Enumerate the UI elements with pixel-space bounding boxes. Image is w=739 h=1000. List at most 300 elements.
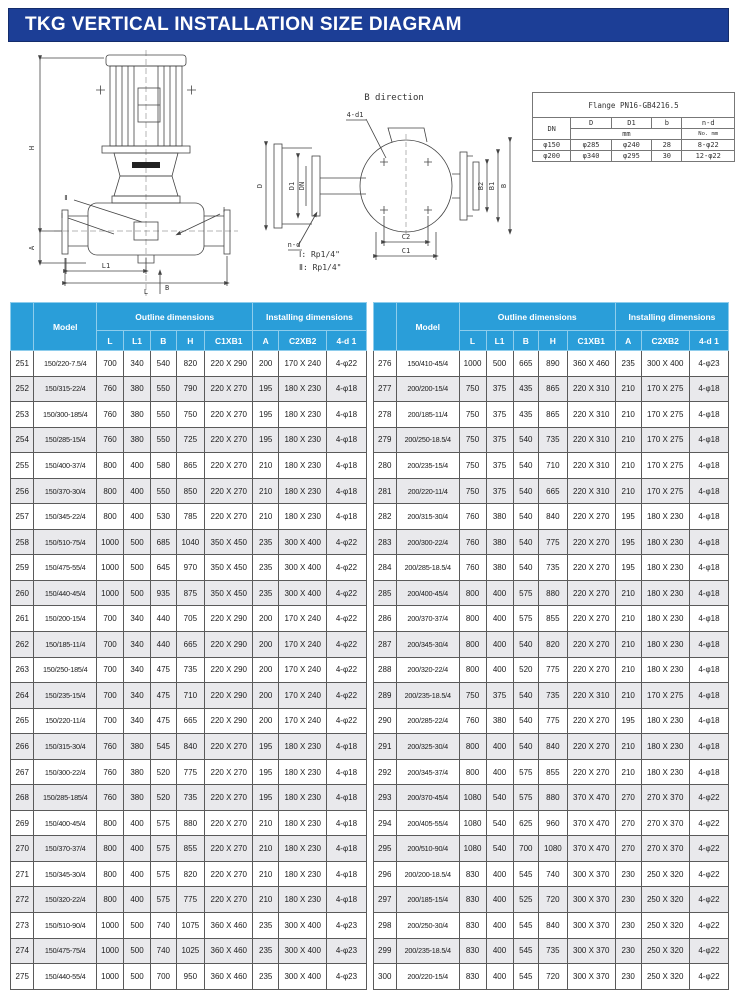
table-row [373, 504, 729, 530]
table-cell: 290 [373, 708, 396, 734]
table-cell: 300 X 400 [279, 580, 327, 606]
table-cell: 350 X 450 [205, 555, 253, 581]
table-cell: 279 [373, 427, 396, 453]
table-cell: 195 [253, 759, 279, 785]
table-cell: 250 X 320 [641, 887, 689, 913]
table-cell: 545 [513, 964, 539, 990]
dim-label-b2: B2 [477, 181, 485, 191]
table-cell: 400 [124, 478, 151, 504]
table-row [373, 785, 729, 811]
note-port-i: Ⅰ: Rp1/4" [299, 250, 340, 259]
table-cell: 800 [97, 836, 124, 862]
table-cell: 220 X 270 [567, 606, 615, 632]
table-cell: 350 X 450 [205, 529, 253, 555]
table-cell: 500 [124, 580, 151, 606]
table-cell: 700 [97, 632, 124, 658]
table-cell: 195 [615, 708, 641, 734]
table-cell: 775 [176, 759, 204, 785]
table-row [11, 351, 367, 377]
table-cell: 710 [176, 683, 204, 709]
table-cell: 575 [151, 810, 177, 836]
table-cell: 263 [11, 657, 34, 683]
table-row [373, 913, 729, 939]
header-outline-dimensions: Outline dimensions [459, 303, 615, 331]
table-cell: 250 X 320 [641, 964, 689, 990]
table-cell: 195 [253, 427, 279, 453]
table-cell: 4-φ18 [689, 632, 728, 658]
table-cell: 150/300-22/4 [34, 759, 97, 785]
table-cell: 500 [124, 938, 151, 964]
table-cell: 1000 [97, 913, 124, 939]
table-cell: 220 X 270 [205, 427, 253, 453]
table-cell: 880 [539, 785, 567, 811]
table-cell: 220 X 270 [205, 734, 253, 760]
table-cell: 4-φ18 [327, 427, 366, 453]
table-cell: 210 [615, 580, 641, 606]
table-cell: 475 [151, 657, 177, 683]
table-cell: 180 X 230 [641, 632, 689, 658]
table-cell: 1000 [97, 529, 124, 555]
table-cell: 865 [539, 376, 567, 402]
table-cell: 220 X 270 [205, 887, 253, 913]
table-cell: 375 [486, 376, 513, 402]
table-cell: 300 X 400 [279, 938, 327, 964]
table-cell: 800 [459, 632, 486, 658]
table-cell: 220 X 270 [205, 759, 253, 785]
table-cell: 180 X 230 [641, 606, 689, 632]
table-row [373, 427, 729, 453]
table-cell: 735 [539, 938, 567, 964]
table-cell: 775 [539, 529, 567, 555]
table-cell: 720 [539, 964, 567, 990]
table-cell: 380 [486, 529, 513, 555]
table-cell: 300 X 370 [567, 861, 615, 887]
table-row [373, 964, 729, 990]
table-cell: 210 [253, 504, 279, 530]
callout-label-4d1: 4-d1 [346, 111, 364, 119]
table-cell: 258 [11, 529, 34, 555]
table-cell: 540 [513, 555, 539, 581]
table-cell: 150/345-30/4 [34, 861, 97, 887]
table-cell: 700 [97, 351, 124, 377]
note-port-ii: Ⅱ: Rp1/4" [299, 263, 342, 272]
table-cell: 150/510-90/4 [34, 913, 97, 939]
table-cell: 475 [151, 683, 177, 709]
table-cell: 210 [253, 861, 279, 887]
dim-label-h: H [28, 145, 36, 151]
table-cell: 180 X 230 [279, 427, 327, 453]
table-row [373, 861, 729, 887]
header-b: B [513, 331, 539, 351]
table-cell: 210 [615, 657, 641, 683]
table-cell: 865 [539, 402, 567, 428]
table-cell: 725 [176, 427, 204, 453]
left-table-body [11, 351, 367, 990]
table-cell: φ285 [571, 140, 611, 151]
table-cell: 380 [124, 734, 151, 760]
table-cell: 266 [11, 734, 34, 760]
table-cell: 435 [513, 402, 539, 428]
table-cell: 300 X 370 [567, 887, 615, 913]
table-cell: 268 [11, 785, 34, 811]
table-cell: 282 [373, 504, 396, 530]
table-cell: 540 [513, 529, 539, 555]
table-cell: 820 [176, 861, 204, 887]
table-cell: 180 X 230 [279, 376, 327, 402]
table-row [373, 734, 729, 760]
table-row [11, 504, 367, 530]
table-cell: 500 [124, 555, 151, 581]
table-cell: 220 X 270 [205, 453, 253, 479]
table-cell: 820 [176, 351, 204, 377]
table-cell: 210 [615, 402, 641, 428]
table-cell: 210 [253, 887, 279, 913]
table-cell: 150/440-55/4 [34, 964, 97, 990]
table-cell: 259 [11, 555, 34, 581]
table-cell: 150/370-37/4 [34, 836, 97, 862]
table-cell: 200/345-37/4 [396, 759, 459, 785]
table-cell: 200 [253, 351, 279, 377]
table-cell: 540 [151, 351, 177, 377]
header-a: A [253, 331, 279, 351]
table-cell: 4-φ23 [327, 913, 366, 939]
table-cell: 180 X 230 [279, 836, 327, 862]
dim-label-b1: B1 [488, 181, 496, 191]
table-cell: 4-φ18 [327, 887, 366, 913]
table-cell: 400 [486, 861, 513, 887]
table-cell: 1000 [97, 938, 124, 964]
table-cell: 200/370-45/4 [396, 785, 459, 811]
table-cell: 740 [539, 861, 567, 887]
table-cell: 284 [373, 555, 396, 581]
table-cell: 200/320-22/4 [396, 657, 459, 683]
table-cell: φ150 [533, 140, 571, 151]
table-cell: 950 [176, 964, 204, 990]
table-cell: 645 [151, 555, 177, 581]
table-cell: 235 [615, 351, 641, 377]
table-cell: 220 X 310 [567, 427, 615, 453]
table-cell: 380 [124, 427, 151, 453]
table-row [373, 529, 729, 555]
table-cell: 285 [373, 580, 396, 606]
table-cell: 252 [11, 376, 34, 402]
table-cell: 150/250-185/4 [34, 657, 97, 683]
table-cell: 170 X 240 [279, 657, 327, 683]
header-l1: L1 [486, 331, 513, 351]
table-cell: 300 [373, 964, 396, 990]
table-cell: 360 X 460 [205, 938, 253, 964]
table-cell: 400 [486, 887, 513, 913]
table-cell: 575 [513, 580, 539, 606]
table-cell: 220 X 310 [567, 683, 615, 709]
table-cell: 735 [176, 657, 204, 683]
table-row [373, 887, 729, 913]
header-c2xb2: C2XB2 [279, 331, 327, 351]
table-cell: 270 [615, 810, 641, 836]
table-cell: φ200 [533, 151, 571, 162]
table-row [11, 759, 367, 785]
table-cell: 4-φ22 [689, 964, 728, 990]
table-cell: 4-φ22 [327, 580, 366, 606]
table-cell: 750 [459, 376, 486, 402]
table-cell: 150/285-15/4 [34, 427, 97, 453]
table-cell: 4-φ22 [689, 836, 728, 862]
table-cell: 4-φ18 [689, 529, 728, 555]
table-cell: 370 X 470 [567, 785, 615, 811]
table-cell: 4-φ23 [327, 938, 366, 964]
table-row [11, 657, 367, 683]
table-cell: 735 [539, 555, 567, 581]
table-cell: 170 X 240 [279, 606, 327, 632]
table-cell: 150/475-55/4 [34, 555, 97, 581]
dim-label-b-arrow: B [165, 284, 170, 292]
table-cell: 4-φ23 [327, 964, 366, 990]
table-cell: 150/220-7.5/4 [34, 351, 97, 377]
table-cell: 294 [373, 810, 396, 836]
table-cell: 760 [459, 504, 486, 530]
table-cell: 625 [513, 810, 539, 836]
table-cell: 300 X 400 [279, 555, 327, 581]
table-cell: 150/185-11/4 [34, 632, 97, 658]
dim-label-l: L [143, 288, 149, 296]
table-cell: 150/285-185/4 [34, 785, 97, 811]
table-cell: 865 [176, 453, 204, 479]
table-cell: 235 [253, 964, 279, 990]
table-cell: 575 [151, 836, 177, 862]
table-cell: 525 [513, 887, 539, 913]
table-cell: 4-φ22 [689, 938, 728, 964]
table-cell: 4-φ22 [327, 555, 366, 581]
table-cell: 4-φ18 [327, 861, 366, 887]
table-cell: 750 [176, 402, 204, 428]
callout-label-i-left: Ⅰ [60, 212, 64, 220]
table-cell: 4-φ18 [689, 427, 728, 453]
table-cell: 760 [459, 529, 486, 555]
table-row [373, 580, 729, 606]
table-cell: 800 [97, 861, 124, 887]
table-row [373, 683, 729, 709]
table-cell: 800 [97, 504, 124, 530]
table-row [11, 836, 367, 862]
table-cell: 1080 [539, 836, 567, 862]
flange-table-title: Flange PN16-GB4216.5 [533, 93, 735, 118]
table-row [11, 861, 367, 887]
table-cell: 500 [486, 351, 513, 377]
table-cell: 800 [459, 580, 486, 606]
header-installing-dimensions: Installing dimensions [253, 303, 366, 331]
table-cell: 150/475-75/4 [34, 938, 97, 964]
table-row [11, 964, 367, 990]
table-row [373, 453, 729, 479]
table-cell: 4-φ18 [327, 478, 366, 504]
table-cell: 4-φ18 [689, 478, 728, 504]
table-cell: 4-φ18 [689, 683, 728, 709]
table-row [11, 376, 367, 402]
table-cell: 4-φ22 [327, 657, 366, 683]
table-cell: 380 [124, 759, 151, 785]
table-cell: 180 X 230 [641, 657, 689, 683]
table-cell: 150/400-37/4 [34, 453, 97, 479]
table-cell: 800 [459, 606, 486, 632]
table-cell: 200/185-11/4 [396, 402, 459, 428]
table-cell: 220 X 270 [567, 529, 615, 555]
table-row [373, 351, 729, 377]
table-cell: 298 [373, 913, 396, 939]
table-cell: 200 [253, 683, 279, 709]
table-cell: 220 X 310 [567, 376, 615, 402]
table-cell: 180 X 230 [641, 759, 689, 785]
table-cell: 276 [373, 351, 396, 377]
table-cell: 750 [459, 427, 486, 453]
table-cell: 220 X 270 [205, 836, 253, 862]
dim-label-b: B [500, 183, 508, 189]
table-cell: 360 X 460 [567, 351, 615, 377]
table-cell: 200/300-22/4 [396, 529, 459, 555]
dimension-tables [10, 302, 729, 990]
table-cell: 230 [615, 964, 641, 990]
table-cell: 265 [11, 708, 34, 734]
table-cell: 4-φ18 [327, 759, 366, 785]
table-cell: 253 [11, 402, 34, 428]
table-cell: 255 [11, 453, 34, 479]
dim-label-dn: DN [298, 181, 306, 191]
table-cell: 4-φ22 [327, 683, 366, 709]
table-row [11, 606, 367, 632]
table-cell: 545 [151, 734, 177, 760]
table-cell: 475 [151, 708, 177, 734]
table-cell: 880 [539, 580, 567, 606]
table-cell: 150/200-15/4 [34, 606, 97, 632]
table-cell: 271 [11, 861, 34, 887]
table-row [11, 580, 367, 606]
table-cell: 235 [253, 913, 279, 939]
table-cell: 880 [176, 810, 204, 836]
table-cell: 500 [124, 964, 151, 990]
table-cell: 740 [151, 938, 177, 964]
table-cell: 4-φ22 [327, 606, 366, 632]
table-cell: 400 [486, 580, 513, 606]
table-cell: 300 X 370 [567, 913, 615, 939]
header-l: L [459, 331, 486, 351]
table-cell: 180 X 230 [279, 478, 327, 504]
table-row [11, 734, 367, 760]
table-cell: 220 X 270 [567, 632, 615, 658]
table-cell: 540 [513, 632, 539, 658]
table-cell: 760 [97, 734, 124, 760]
table-cell: 830 [459, 861, 486, 887]
table-cell: 299 [373, 938, 396, 964]
table-cell: 380 [486, 555, 513, 581]
table-cell: 200/325-30/4 [396, 734, 459, 760]
table-cell: 4-φ23 [689, 351, 728, 377]
table-cell: 220 X 290 [205, 632, 253, 658]
table-cell: 270 X 370 [641, 836, 689, 862]
table-cell: φ295 [611, 151, 651, 162]
table-cell: 375 [486, 478, 513, 504]
table-cell: 370 X 470 [567, 836, 615, 862]
table-row [11, 632, 367, 658]
table-cell: 440 [151, 632, 177, 658]
table-cell: 170 X 240 [279, 708, 327, 734]
table-row [373, 836, 729, 862]
dim-label-l1: L1 [101, 262, 111, 270]
table-cell: 1025 [176, 938, 204, 964]
table-row [11, 938, 367, 964]
dim-label-d: D [256, 183, 264, 189]
table-cell: 220 X 310 [567, 402, 615, 428]
table-cell: 180 X 230 [641, 504, 689, 530]
table-row [533, 140, 735, 151]
flange-unit-mm: mm [571, 129, 682, 140]
flange-col-b: b [652, 118, 682, 129]
table-cell: 775 [539, 708, 567, 734]
table-cell: 830 [459, 938, 486, 964]
table-cell: 281 [373, 478, 396, 504]
table-cell: 4-φ18 [689, 453, 728, 479]
table-cell: 180 X 230 [279, 734, 327, 760]
table-cell: φ340 [571, 151, 611, 162]
table-cell: 340 [124, 632, 151, 658]
table-cell: 250 X 320 [641, 913, 689, 939]
table-cell: 500 [124, 529, 151, 555]
table-cell: 550 [151, 402, 177, 428]
table-cell: 180 X 230 [641, 734, 689, 760]
table-cell: 705 [176, 606, 204, 632]
table-cell: 840 [176, 734, 204, 760]
table-cell: 540 [513, 683, 539, 709]
table-cell: 970 [176, 555, 204, 581]
table-cell: 200/250-30/4 [396, 913, 459, 939]
table-cell: 210 [615, 734, 641, 760]
table-row [373, 708, 729, 734]
table-cell: 400 [486, 759, 513, 785]
flange-col-d: D [571, 118, 611, 129]
table-cell: 210 [253, 478, 279, 504]
table-cell: 800 [459, 759, 486, 785]
table-cell: 220 X 270 [567, 657, 615, 683]
table-cell: 400 [124, 810, 151, 836]
callout-label-ii: Ⅱ [64, 194, 68, 202]
dim-label-d1: D1 [288, 181, 296, 191]
header-c2xb2: C2XB2 [641, 331, 689, 351]
table-cell: 300 X 400 [279, 913, 327, 939]
table-cell: 375 [486, 683, 513, 709]
table-cell: 270 [11, 836, 34, 862]
table-cell: 800 [97, 453, 124, 479]
table-cell: 295 [373, 836, 396, 862]
table-cell: 4-φ18 [689, 555, 728, 581]
table-cell: 575 [151, 887, 177, 913]
table-cell: 210 [615, 427, 641, 453]
table-cell: 545 [513, 913, 539, 939]
table-cell: 195 [253, 376, 279, 402]
table-cell: 195 [615, 504, 641, 530]
table-cell: 250 X 320 [641, 938, 689, 964]
table-cell: 665 [539, 478, 567, 504]
table-cell: 180 X 230 [641, 708, 689, 734]
table-cell: 540 [486, 836, 513, 862]
table-cell: 270 [615, 836, 641, 862]
table-cell: 800 [97, 887, 124, 913]
table-cell: 220 X 270 [567, 580, 615, 606]
table-cell: 150/300-185/4 [34, 402, 97, 428]
table-cell: 830 [459, 913, 486, 939]
table-cell: 400 [486, 632, 513, 658]
header-installing-dimensions: Installing dimensions [615, 303, 728, 331]
table-cell: 220 X 270 [567, 734, 615, 760]
table-row [11, 555, 367, 581]
b-direction-view-drawing [254, 86, 520, 296]
